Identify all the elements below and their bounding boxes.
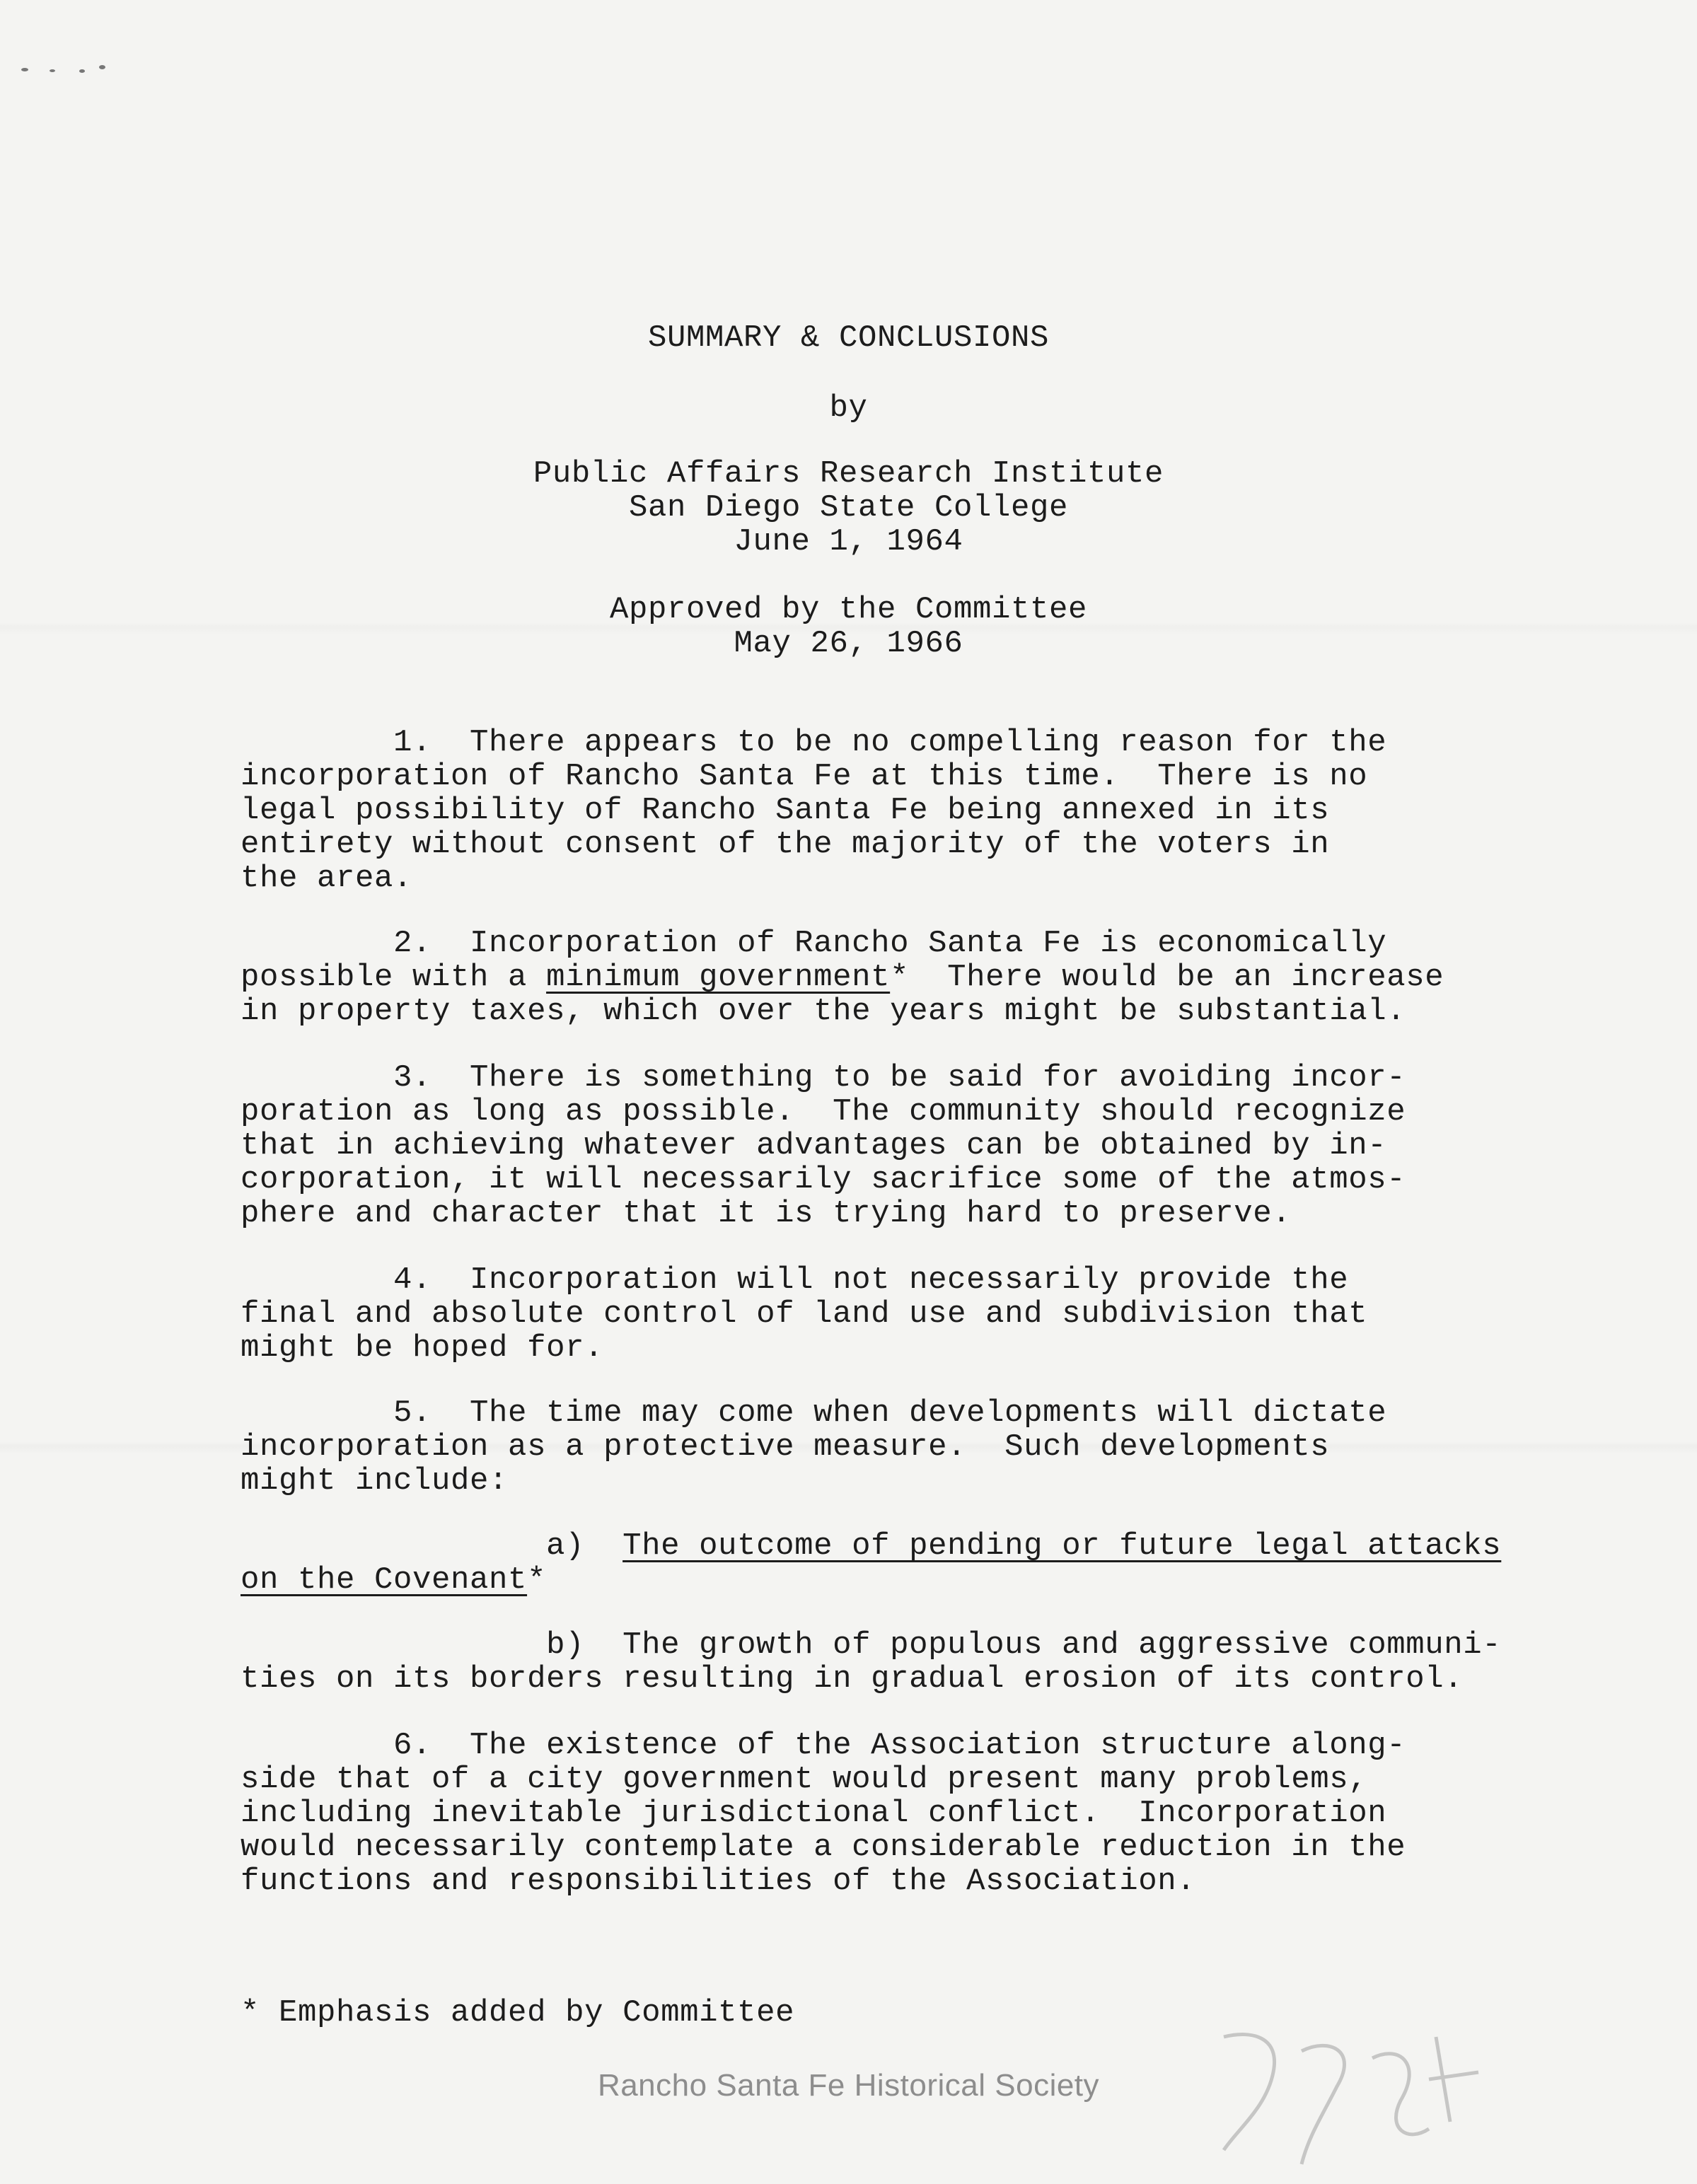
text-line: final and absolute control of land use and subdivision that bbox=[241, 1296, 1368, 1332]
text-line: 4. Incorporation will not necessarily provide the bbox=[241, 1262, 1349, 1298]
text-line: including inevitable jurisdictional conflict. Incorporation bbox=[241, 1796, 1387, 1831]
organization-name: Public Affairs Research Institute bbox=[533, 456, 1164, 492]
text-line: 5. The time may come when developments will dictate bbox=[241, 1395, 1387, 1431]
text-line: might be hoped for. bbox=[241, 1330, 604, 1366]
text-segment: * bbox=[527, 1562, 547, 1598]
text-line bbox=[241, 960, 1444, 994]
report-date: June 1, 1964 bbox=[734, 524, 963, 559]
approval-date: May 26, 1966 bbox=[734, 626, 963, 661]
text-segment: possible with a bbox=[241, 960, 547, 995]
text-line: would necessarily contemplate a considerable reduction in the bbox=[241, 1830, 1406, 1865]
paper-speck bbox=[99, 65, 105, 69]
emphasized-phrase: The outcome of pending or future legal attacks bbox=[622, 1528, 1502, 1564]
text-segment: * There would be an increase bbox=[890, 960, 1444, 995]
text-line bbox=[241, 1563, 546, 1597]
text-line: legal possibility of Rancho Santa Fe being annexed in its bbox=[241, 793, 1330, 828]
text-line: 2. Incorporation of Rancho Santa Fe is economically bbox=[241, 926, 1387, 961]
paper-speck bbox=[21, 68, 28, 71]
byline: by bbox=[829, 390, 868, 426]
text-line: the area. bbox=[241, 861, 413, 896]
text-line: functions and responsibilities of the Association. bbox=[241, 1864, 1196, 1899]
text-line: side that of a city government would present many problems, bbox=[241, 1762, 1368, 1797]
emphasized-phrase: minimum government bbox=[546, 960, 891, 995]
text-line: that in achieving whatever advantages can be obtained by in- bbox=[241, 1128, 1387, 1163]
text-line: 3. There is something to be said for avoiding incor- bbox=[241, 1060, 1406, 1096]
text-line: entirety without consent of the majority of the voters in bbox=[241, 827, 1330, 862]
text-line: might include: bbox=[241, 1463, 509, 1499]
text-line: phere and character that it is trying hard to preserve. bbox=[241, 1196, 1292, 1231]
text-line: 1. There appears to be no compelling reason for the bbox=[241, 725, 1387, 760]
text-line: poration as long as possible. The community should recognize bbox=[241, 1094, 1406, 1129]
document-title: SUMMARY & CONCLUSIONS bbox=[647, 320, 1050, 356]
text-line: corporation, it will necessarily sacrifice some of the atmos- bbox=[241, 1162, 1406, 1197]
footnote: * Emphasis added by Committee bbox=[241, 1995, 795, 2031]
paper-speck bbox=[79, 69, 85, 73]
text-line: in property taxes, which over the years might be substantial. bbox=[241, 994, 1406, 1029]
watermark-text: Rancho Santa Fe Historical Society bbox=[597, 2068, 1100, 2103]
text-line: incorporation as a protective measure. Such developments bbox=[241, 1429, 1330, 1465]
text-line: 6. The existence of the Association structure along- bbox=[241, 1728, 1406, 1763]
emphasized-phrase: on the Covenant bbox=[241, 1562, 528, 1598]
organization-college: San Diego State College bbox=[628, 490, 1069, 525]
paper-speck bbox=[50, 69, 55, 72]
text-segment: a) bbox=[241, 1528, 623, 1564]
text-line: ties on its borders resulting in gradual erosion of its control. bbox=[241, 1661, 1464, 1697]
text-line bbox=[241, 1529, 1501, 1563]
text-line: incorporation of Rancho Santa Fe at this time. There is no bbox=[241, 759, 1368, 794]
approval-line: Approved by the Committee bbox=[609, 592, 1088, 627]
text-line: b) The growth of populous and aggressive communi- bbox=[241, 1627, 1502, 1663]
